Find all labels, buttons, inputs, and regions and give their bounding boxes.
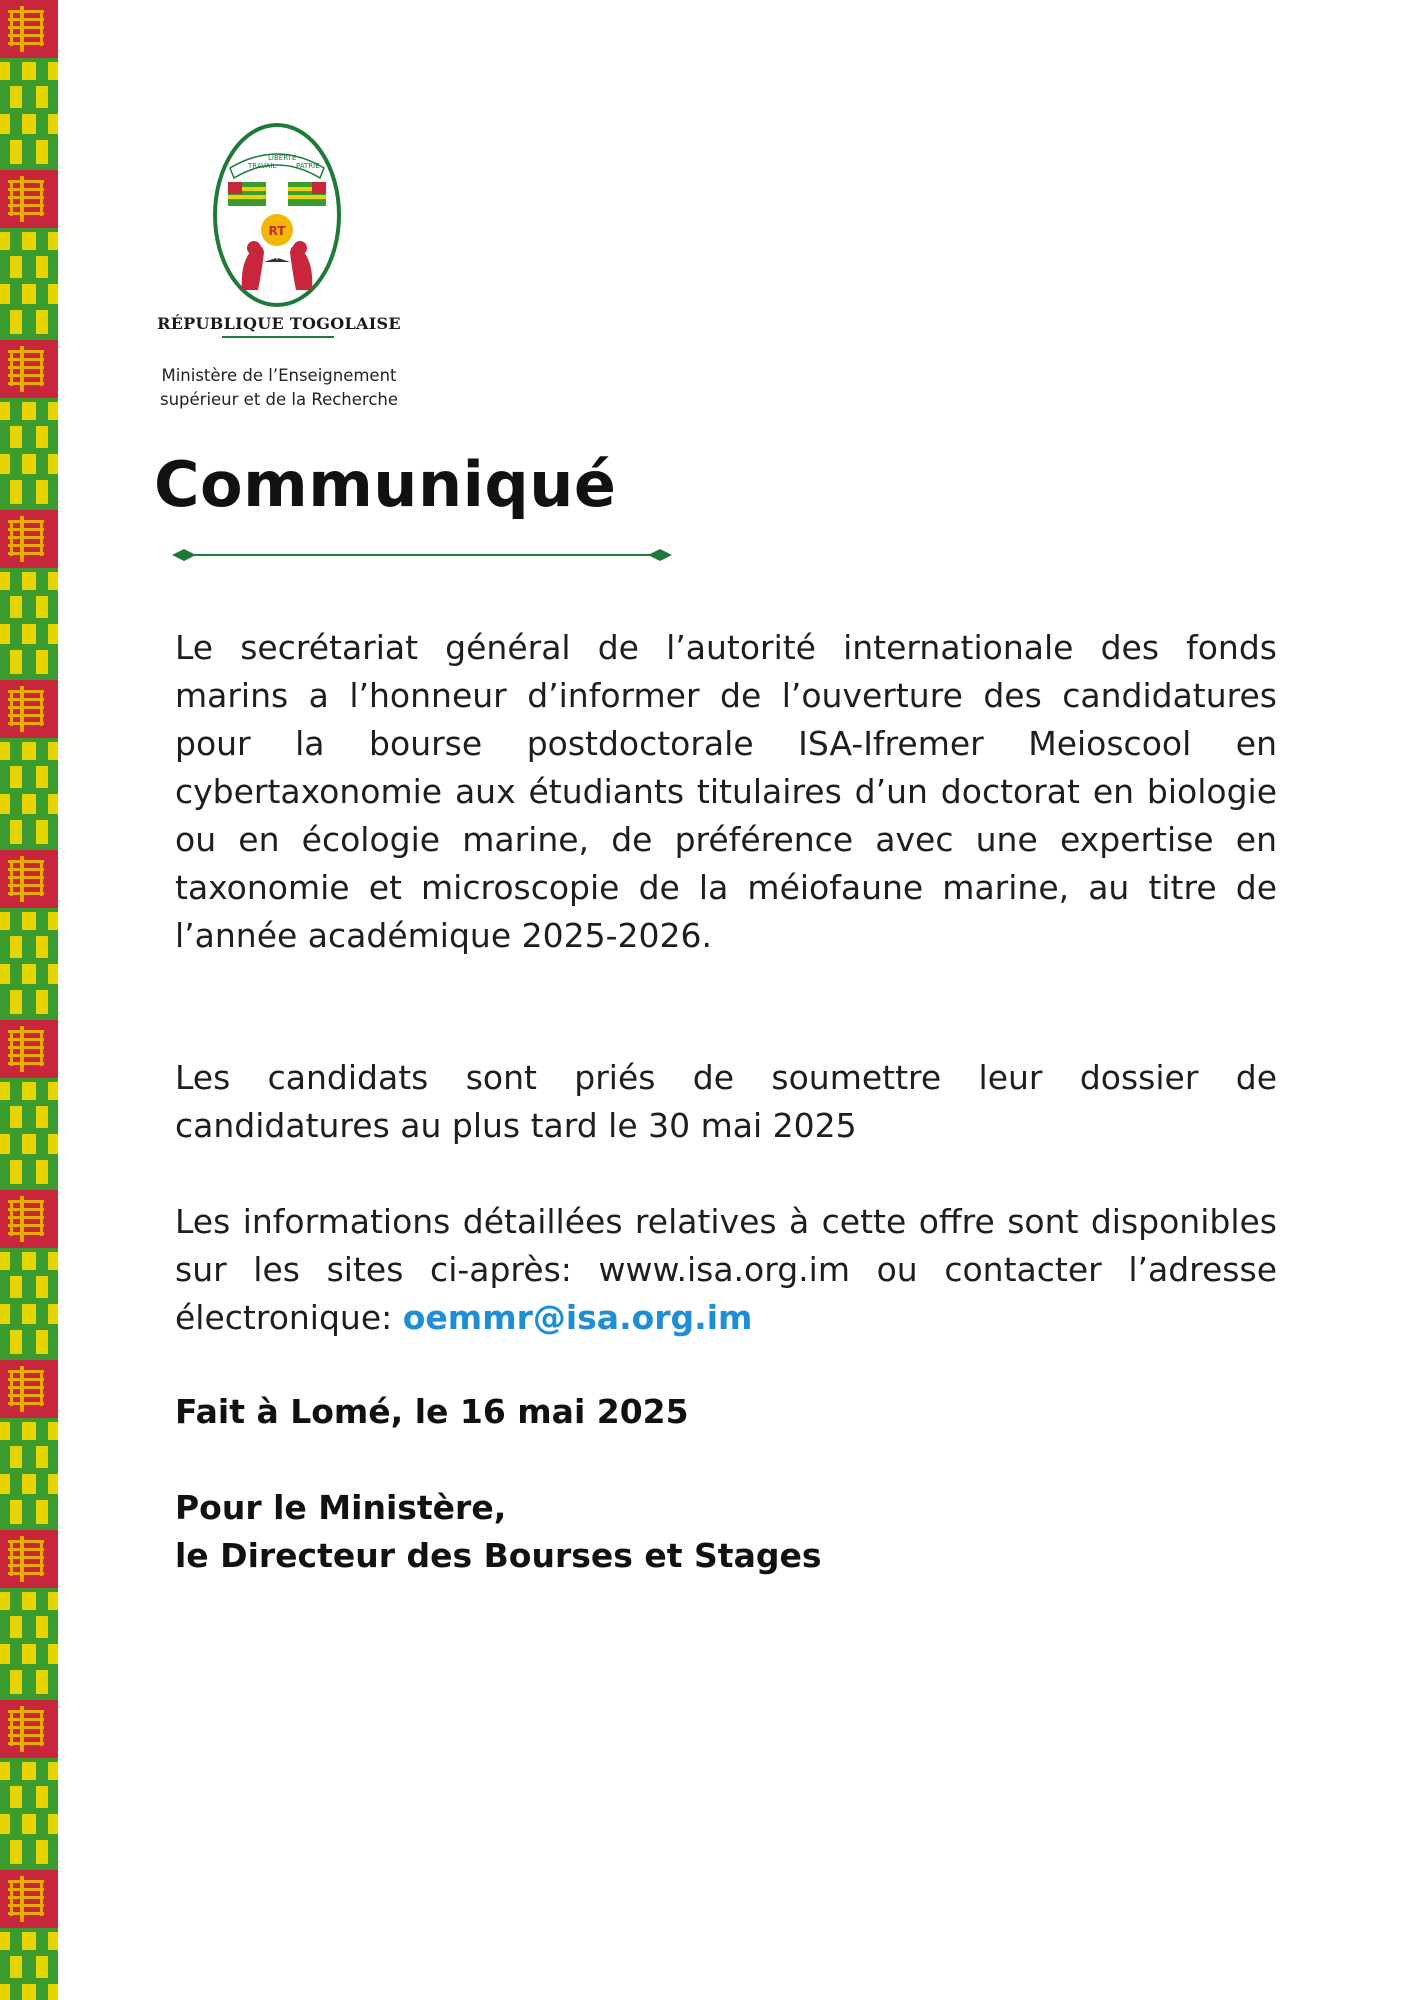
body-paragraph-3-text: Les informations détaillées relatives à cette offre sont disponibles sur les sites ci-après: www.isa.org.im ou contacter l’adresse électronique:	[175, 1202, 1277, 1337]
ministry-name	[150, 364, 408, 412]
place-and-date: Fait à Lomé, le 16 mai 2025	[175, 1392, 689, 1431]
emblem-initials: RT	[268, 224, 286, 238]
decorative-border	[0, 0, 58, 2000]
signature-line-1: Pour le Ministère,	[175, 1488, 507, 1527]
body-paragraph-3	[175, 1198, 1277, 1342]
motto-word-3: PATRIE	[296, 162, 320, 170]
body-paragraph-2: Les candidats sont priés de soumettre leur dossier de candidatures au plus tard le 30 mai 2025	[175, 1058, 1277, 1145]
motto-word-1: TRAVAIL	[248, 162, 277, 170]
ministry-line-2: supérieur et de la Recherche	[159, 390, 399, 409]
signature-line-2: le Directeur des Bourses et Stages	[175, 1536, 822, 1575]
country-underline	[222, 336, 334, 338]
page-title: Communiqué	[154, 448, 617, 521]
motto-word-2: LIBERTÉ	[268, 154, 297, 162]
country-name: RÉPUBLIQUE TOGOLAISE	[157, 314, 401, 333]
coat-of-arms-emblem	[212, 120, 342, 310]
ministry-line-1: Ministère de l’Enseignement	[161, 366, 397, 385]
contact-email-link[interactable]: oemmr@isa.org.im	[402, 1298, 753, 1337]
title-divider	[172, 544, 672, 566]
body-paragraph-1: Le secrétariat général de l’autorité internationale des fonds marins a l’honneur d’informer de l’ouverture des candidatures pour la bourse postdoctorale ISA-Ifremer Meioscool en cybertaxonomie aux étudiants titulaires d’un doctorat en biologie ou en écologie marine, de préférence avec une expertise en taxonomie et microscopie de la méiofaune marine, au titre de l’année académique 2025-2026.	[175, 628, 1277, 955]
